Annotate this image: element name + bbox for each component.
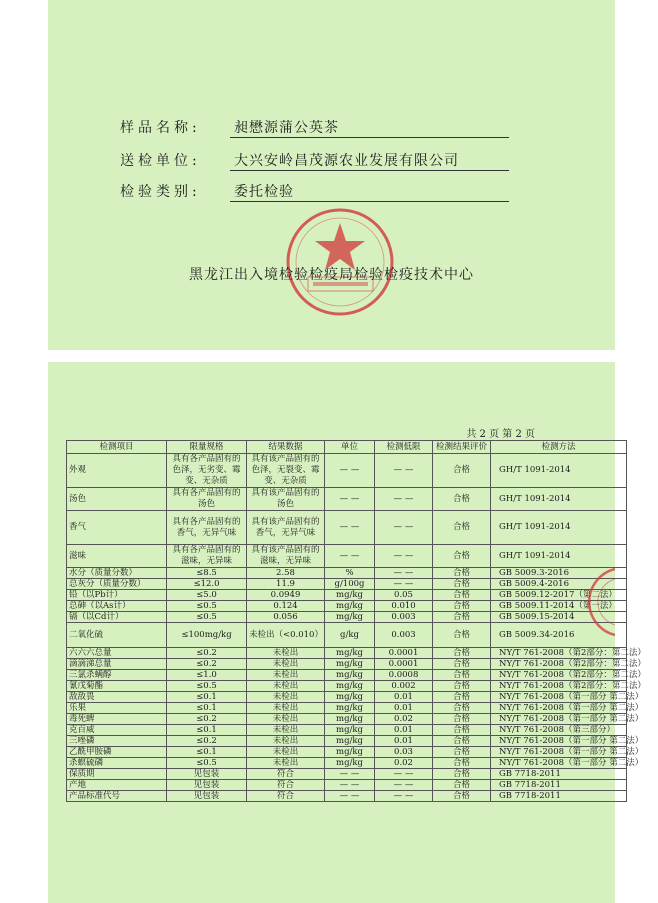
row-item: 杀螟硫磷: [67, 758, 167, 769]
row-unit: mg/kg: [325, 681, 375, 692]
row-item: 外观: [67, 454, 167, 488]
row-item: 乙酰甲胺磷: [67, 747, 167, 758]
row-unit: — —: [325, 454, 375, 488]
row-result: 11.9: [247, 579, 325, 590]
row-unit: mg/kg: [325, 725, 375, 736]
row-method: NY/T 761-2008（第一部分 第二法）: [491, 758, 627, 769]
row-item: 六六六总量: [67, 648, 167, 659]
header-unit: 单位: [325, 441, 375, 454]
row-result: 符合: [247, 780, 325, 791]
row-result: 未检出（<0.010）: [247, 623, 325, 648]
row-item: 总灰分（质量分数）: [67, 579, 167, 590]
row-limit: ≤0.2: [167, 648, 247, 659]
row-limit: ≤0.5: [167, 601, 247, 612]
row-evaluation: 合格: [433, 612, 491, 623]
row-item: 氰戊菊酯: [67, 681, 167, 692]
row-limit: ≤12.0: [167, 579, 247, 590]
row-limit: ≤8.5: [167, 568, 247, 579]
row-limit: ≤0.2: [167, 736, 247, 747]
row-lod: 0.02: [375, 758, 433, 769]
row-method: GB 5009.12-2017（第二法）: [491, 590, 627, 601]
row-method: GB 5009.34-2016: [491, 623, 627, 648]
row-lod: — —: [375, 545, 433, 568]
row-item: 三唑磷: [67, 736, 167, 747]
submitting-unit-value: 大兴安岭昌茂源农业发展有限公司: [230, 150, 509, 171]
row-result: 具有该产品固有的香气，无异气味: [247, 511, 325, 545]
row-unit: mg/kg: [325, 736, 375, 747]
row-result: 未检出: [247, 648, 325, 659]
row-unit: mg/kg: [325, 714, 375, 725]
row-result: 未检出: [247, 659, 325, 670]
row-method: GB 7718-2011: [491, 780, 627, 791]
row-limit: ≤100mg/kg: [167, 623, 247, 648]
submitting-unit-label: 送检单位:: [120, 153, 201, 169]
row-evaluation: 合格: [433, 725, 491, 736]
row-method: GH/T 1091-2014: [491, 511, 627, 545]
row-result: 符合: [247, 791, 325, 802]
row-limit: ≤0.1: [167, 692, 247, 703]
row-lod: — —: [375, 568, 433, 579]
row-method: GB 5009.4-2016: [491, 579, 627, 590]
row-item: 滴滴涕总量: [67, 659, 167, 670]
row-limit: ≤0.2: [167, 659, 247, 670]
row-limit: ≤0.5: [167, 681, 247, 692]
table-row: [67, 590, 627, 601]
row-method: GB 5009.11-2014（第一法）: [491, 601, 627, 612]
table-row: [67, 747, 627, 758]
row-result: 未检出: [247, 758, 325, 769]
report-cover-page: [48, 0, 615, 350]
row-lod: 0.003: [375, 623, 433, 648]
row-method: GB 5009.15-2014: [491, 612, 627, 623]
row-lod: 0.01: [375, 725, 433, 736]
row-item: 三氯杀螨醇: [67, 670, 167, 681]
header-test-item: 检测项目: [67, 441, 167, 454]
row-method: NY/T 761-2008（第2部分：第二法）: [491, 648, 627, 659]
row-unit: mg/kg: [325, 590, 375, 601]
row-lod: 0.03: [375, 747, 433, 758]
row-unit: — —: [325, 769, 375, 780]
row-limit: 具有各产品固有的色泽，无劣变、霉变、无杂质: [167, 454, 247, 488]
row-limit: 具有各产品固有的香气，无异气味: [167, 511, 247, 545]
row-method: NY/T 761-2008（第三部分）: [491, 725, 627, 736]
table-row: [67, 692, 627, 703]
row-unit: — —: [325, 488, 375, 511]
row-lod: — —: [375, 488, 433, 511]
row-limit: ≤5.0: [167, 590, 247, 601]
row-unit: g/kg: [325, 623, 375, 648]
table-row: [67, 780, 627, 791]
row-result: 符合: [247, 769, 325, 780]
row-evaluation: 合格: [433, 758, 491, 769]
issuing-organization: 黑龙江出入境检验检疫局检验检疫技术中心: [189, 267, 474, 283]
row-result: 未检出: [247, 714, 325, 725]
row-item: 总砷（以As计）: [67, 601, 167, 612]
row-lod: 0.010: [375, 601, 433, 612]
row-unit: — —: [325, 511, 375, 545]
row-lod: 0.0001: [375, 659, 433, 670]
row-limit: 见包装: [167, 769, 247, 780]
official-seal-stamp: [283, 205, 398, 320]
row-evaluation: 合格: [433, 659, 491, 670]
row-evaluation: 合格: [433, 703, 491, 714]
table-row: [67, 612, 627, 623]
row-evaluation: 合格: [433, 545, 491, 568]
table-row: [67, 545, 627, 568]
inspection-type-value: 委托检验: [230, 181, 509, 202]
table-header-row: [67, 441, 627, 454]
header-result: 结果数据: [247, 441, 325, 454]
table-row: [67, 659, 627, 670]
row-limit: 具有各产品固有的滋味，无异味: [167, 545, 247, 568]
row-lod: — —: [375, 511, 433, 545]
row-method: GH/T 1091-2014: [491, 454, 627, 488]
row-result: 未检出: [247, 736, 325, 747]
row-item: 汤色: [67, 488, 167, 511]
row-item: 水分（质量分数）: [67, 568, 167, 579]
row-item: 产地: [67, 780, 167, 791]
row-limit: ≤0.1: [167, 747, 247, 758]
row-unit: mg/kg: [325, 692, 375, 703]
table-row: [67, 623, 627, 648]
row-result: 未检出: [247, 725, 325, 736]
row-lod: — —: [375, 791, 433, 802]
inspection-type-label: 检验类别:: [120, 184, 201, 200]
table-row: [67, 769, 627, 780]
row-unit: mg/kg: [325, 612, 375, 623]
row-lod: — —: [375, 769, 433, 780]
row-method: NY/T 761-2008（第一部分 第二法）: [491, 714, 627, 725]
row-result: 未检出: [247, 681, 325, 692]
row-unit: g/100g: [325, 579, 375, 590]
header-method: 检测方法: [491, 441, 627, 454]
row-method: NY/T 761-2008（第一部分 第二法）: [491, 703, 627, 714]
row-evaluation: 合格: [433, 791, 491, 802]
row-lod: 0.05: [375, 590, 433, 601]
table-row: [67, 714, 627, 725]
row-evaluation: 合格: [433, 747, 491, 758]
row-lod: — —: [375, 454, 433, 488]
row-item: 敌敌畏: [67, 692, 167, 703]
row-item: 香气: [67, 511, 167, 545]
row-lod: 0.01: [375, 736, 433, 747]
row-lod: 0.01: [375, 692, 433, 703]
row-evaluation: 合格: [433, 579, 491, 590]
row-method: NY/T 761-2008（第2部分：第二法）: [491, 659, 627, 670]
row-unit: mg/kg: [325, 747, 375, 758]
row-limit: ≤0.5: [167, 758, 247, 769]
row-result: 未检出: [247, 703, 325, 714]
row-unit: mg/kg: [325, 670, 375, 681]
row-item: 滋味: [67, 545, 167, 568]
row-result: 0.056: [247, 612, 325, 623]
table-row: [67, 758, 627, 769]
row-item: 镉（以Cd计）: [67, 612, 167, 623]
row-limit: ≤0.1: [167, 725, 247, 736]
row-item: 克百威: [67, 725, 167, 736]
row-evaluation: 合格: [433, 692, 491, 703]
row-result: 2.58: [247, 568, 325, 579]
row-method: GB 7718-2011: [491, 769, 627, 780]
row-result: 未检出: [247, 747, 325, 758]
row-evaluation: 合格: [433, 601, 491, 612]
row-unit: mg/kg: [325, 601, 375, 612]
row-lod: — —: [375, 780, 433, 791]
row-result: 0.0949: [247, 590, 325, 601]
test-results-table: [66, 440, 646, 802]
header-evaluation: 检测结果评价: [433, 441, 491, 454]
report-results-page: [48, 362, 646, 903]
row-method: NY/T 761-2008（第一部分 第二法）: [491, 692, 627, 703]
row-evaluation: 合格: [433, 780, 491, 791]
sample-name-value: 昶懋源蒲公英茶: [230, 117, 509, 138]
table-row: [67, 725, 627, 736]
row-evaluation: 合格: [433, 769, 491, 780]
table-row: [67, 681, 627, 692]
row-limit: ≤1.0: [167, 670, 247, 681]
row-method: NY/T 761-2008（第2部分：第二法）: [491, 681, 627, 692]
row-method: NY/T 761-2008（第2部分：第二法）: [491, 670, 627, 681]
row-evaluation: 合格: [433, 454, 491, 488]
row-lod: 0.0001: [375, 648, 433, 659]
row-evaluation: 合格: [433, 681, 491, 692]
row-unit: — —: [325, 791, 375, 802]
row-item: 二氧化硫: [67, 623, 167, 648]
row-item: 乐果: [67, 703, 167, 714]
row-lod: 0.01: [375, 703, 433, 714]
row-method: GH/T 1091-2014: [491, 488, 627, 511]
table-row: [67, 648, 627, 659]
row-unit: — —: [325, 780, 375, 791]
row-evaluation: 合格: [433, 568, 491, 579]
row-item: 保质期: [67, 769, 167, 780]
table-row: [67, 488, 627, 511]
row-unit: mg/kg: [325, 703, 375, 714]
row-item: 产品标准代号: [67, 791, 167, 802]
row-result: 0.124: [247, 601, 325, 612]
table-row: [67, 736, 627, 747]
row-evaluation: 合格: [433, 623, 491, 648]
row-unit: mg/kg: [325, 758, 375, 769]
edge-seal-stamp: [587, 567, 615, 637]
row-evaluation: 合格: [433, 736, 491, 747]
row-limit: 见包装: [167, 791, 247, 802]
row-evaluation: 合格: [433, 488, 491, 511]
row-item: 铅（以Pb计）: [67, 590, 167, 601]
row-unit: mg/kg: [325, 648, 375, 659]
row-evaluation: 合格: [433, 511, 491, 545]
row-evaluation: 合格: [433, 648, 491, 659]
submitting-unit-field: [120, 150, 459, 170]
row-method: NY/T 761-2008（第一部分 第二法）: [491, 736, 627, 747]
inspection-type-field: [120, 181, 294, 201]
sample-name-field: [120, 117, 339, 137]
row-item: 毒死蜱: [67, 714, 167, 725]
row-method: GB 7718-2011: [491, 791, 627, 802]
row-result: 未检出: [247, 692, 325, 703]
table-row: [67, 670, 627, 681]
row-limit: ≤0.2: [167, 714, 247, 725]
row-result: 具有该产品固有的色泽，无裂变、霉变、无杂质: [247, 454, 325, 488]
row-lod: 0.003: [375, 612, 433, 623]
table-row: [67, 601, 627, 612]
sample-name-label: 样品名称:: [120, 120, 201, 136]
table-row: [67, 511, 627, 545]
row-limit: 见包装: [167, 780, 247, 791]
row-lod: — —: [375, 579, 433, 590]
row-lod: 0.002: [375, 681, 433, 692]
row-unit: — —: [325, 545, 375, 568]
row-evaluation: 合格: [433, 590, 491, 601]
table-row: [67, 703, 627, 714]
row-result: 具有该产品固有的滋味，无异味: [247, 545, 325, 568]
header-detection-limit: 检测低限: [375, 441, 433, 454]
table-row: [67, 454, 627, 488]
table-row: [67, 579, 627, 590]
row-method: GB 5009.3-2016: [491, 568, 627, 579]
row-unit: %: [325, 568, 375, 579]
table-row: [67, 568, 627, 579]
page-number: 共 2 页 第 2 页: [466, 429, 535, 440]
row-evaluation: 合格: [433, 670, 491, 681]
row-evaluation: 合格: [433, 714, 491, 725]
row-method: GH/T 1091-2014: [491, 545, 627, 568]
header-limit: 限量规格: [167, 441, 247, 454]
row-result: 未检出: [247, 670, 325, 681]
row-lod: 0.0008: [375, 670, 433, 681]
row-unit: mg/kg: [325, 659, 375, 670]
row-limit: ≤0.5: [167, 612, 247, 623]
row-lod: 0.02: [375, 714, 433, 725]
table-row: [67, 791, 627, 802]
row-limit: 具有各产品固有的汤色: [167, 488, 247, 511]
row-limit: ≤0.1: [167, 703, 247, 714]
row-result: 具有该产品固有的汤色: [247, 488, 325, 511]
row-method: NY/T 761-2008（第一部分 第二法）: [491, 747, 627, 758]
